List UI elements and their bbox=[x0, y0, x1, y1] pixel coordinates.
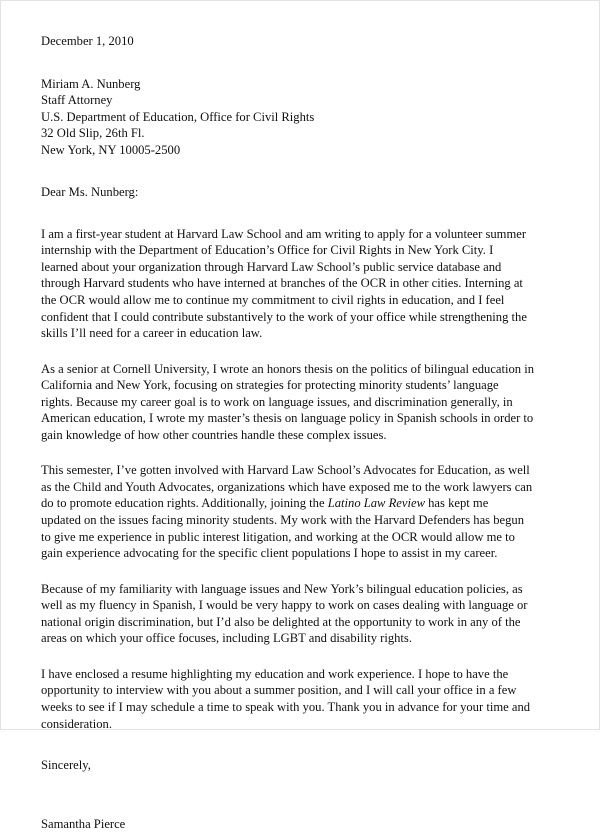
paragraph-line: to give me experience in public interest litigation, and working at the OCR would allow me to bbox=[41, 529, 515, 544]
recipient-street: 32 Old Slip, 26th Fl. bbox=[41, 126, 145, 141]
paragraph-line: skills I’ll need for a career in education law. bbox=[41, 326, 263, 341]
paragraph-line: weeks to see if I may schedule a time to speak with you. Thank you in advance for your time and bbox=[41, 699, 531, 714]
signature-name: Samantha Pierce bbox=[41, 816, 126, 831]
paragraph-line: well as my fluency in Spanish, I would be very happy to work on cases dealing with language or bbox=[41, 598, 528, 613]
paragraph-line: opportunity to interview with you about a summer position, and I will call your office in a few bbox=[41, 683, 517, 698]
paragraph-line: areas on which your office focuses, including LGBT and disability rights. bbox=[41, 631, 412, 646]
closing-line: Sincerely, bbox=[41, 758, 91, 773]
paragraph-line: I am a first-year student at Harvard Law School and am writing to apply for a volunteer summer bbox=[41, 226, 527, 241]
paragraph-line: updated on the issues facing minority students. My work with the Harvard Defenders has begun bbox=[41, 513, 525, 528]
paragraph-line: do to promote education rights. Additionally, joining the Latino Law Review has kept me bbox=[41, 496, 489, 511]
paragraph-line: California and New York, focusing on strategies for protecting minority students’ language bbox=[41, 378, 499, 393]
paragraph-line: learned about your organization through Harvard Law School’s public service database and bbox=[41, 259, 502, 274]
paragraph-line: Because of my familiarity with language issues and New York’s bilingual education policies, as bbox=[41, 581, 523, 596]
paragraph-line: as the Child and Youth Advocates, organizations which have exposed me to the work lawyers can bbox=[41, 479, 533, 494]
recipient-city-state-zip: New York, NY 10005-2500 bbox=[41, 142, 181, 157]
salutation: Dear Ms. Nunberg: bbox=[41, 185, 139, 200]
paragraph-line: confident that I could contribute substantively to the work of your office while strengthening the bbox=[41, 309, 527, 324]
paragraph-3 bbox=[41, 462, 561, 561]
letter-date: December 1, 2010 bbox=[41, 34, 134, 48]
paragraph-1 bbox=[41, 226, 561, 342]
paragraph-line: gain experience advocating for the specific client populations I hope to assist in my career. bbox=[41, 546, 498, 561]
paragraph-line: the OCR would allow me to continue my commitment to civil rights in education, and I feel bbox=[41, 293, 505, 308]
italic-publication-title: Latino Law Review bbox=[327, 496, 425, 511]
recipient-address-block bbox=[41, 76, 561, 159]
paragraph-line: rights. Because my career goal is to work on language issues, and discrimination generally, in bbox=[41, 394, 513, 409]
paragraph-line: internship with the Department of Education’s Office for Civil Rights in New York City. I bbox=[41, 243, 494, 258]
letter-paragraphs bbox=[41, 226, 561, 732]
paragraph-line: American education, I wrote my master’s thesis on language policy in Spanish schools in order to bbox=[41, 411, 534, 426]
recipient-organization: U.S. Department of Education, Office for Civil Rights bbox=[41, 109, 315, 124]
paragraph-line: I have enclosed a resume highlighting my education and work experience. I hope to have the bbox=[41, 666, 509, 681]
recipient-title: Staff Attorney bbox=[41, 93, 113, 108]
paragraph-line: gain knowledge of how other countries handle these complex issues. bbox=[41, 427, 387, 442]
paragraph-5 bbox=[41, 666, 561, 732]
paragraph-line: national origin discrimination, but I’d also be delighted at the opportunity to work in any of the bbox=[41, 614, 521, 629]
paragraph-2 bbox=[41, 361, 561, 444]
letter-body bbox=[41, 33, 561, 832]
paragraph-line: As a senior at Cornell University, I wrote an honors thesis on the politics of bilingual education in bbox=[41, 361, 535, 376]
paragraph-line: through Harvard students who have interned at branches of the OCR in other cities. Interning at bbox=[41, 276, 523, 291]
paragraph-line: This semester, I’ve gotten involved with Harvard Law School’s Advocates for Education, as well bbox=[41, 463, 530, 478]
paragraph-4 bbox=[41, 581, 561, 647]
paragraph-line: consideration. bbox=[41, 716, 112, 731]
recipient-name: Miriam A. Nunberg bbox=[41, 76, 141, 91]
